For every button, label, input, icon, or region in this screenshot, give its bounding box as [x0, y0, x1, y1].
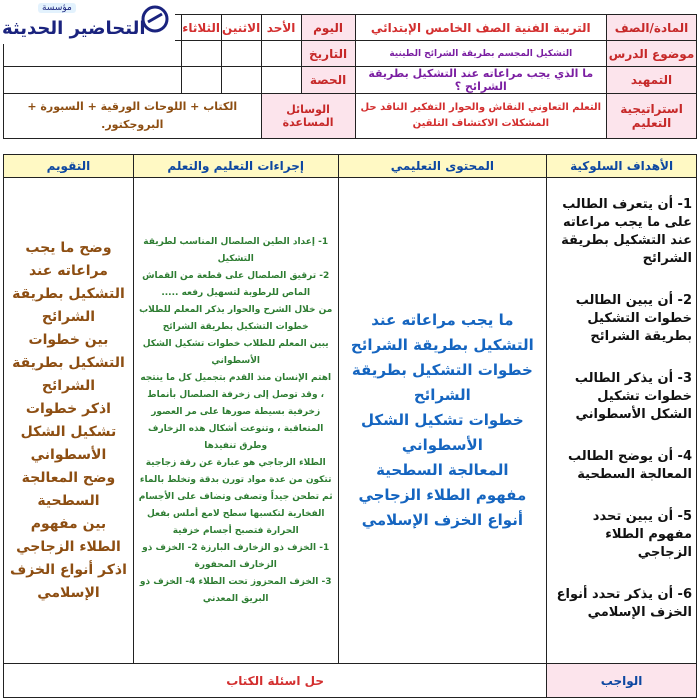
- period-label: الحصة: [301, 67, 355, 94]
- strategy-value: التعلم التعاوني النقاش والحوار التفكير الناقد حل المشكلات الاكتشاف التلقين: [355, 94, 607, 139]
- procedure-item: يبين المعلم للطلاب خطوات تشكيل الشكل الأسطواني: [142, 338, 329, 366]
- content-item: خطوات التشكيل بطريقة الشرائح: [351, 361, 533, 404]
- strategy-label: استراتيجية التعليم: [607, 94, 697, 139]
- procedure-item: 3- الخزف المحزوز تحت الطلاء 4- الخزف ذو البريق المعدني: [139, 576, 332, 604]
- period-cell-1: [261, 67, 301, 94]
- date-cell-3: [181, 41, 221, 67]
- content-item: ما يجب مراعاته عند التشكيل بطريقة الشرائح: [350, 311, 534, 354]
- objectives-header: الأهداف السلوكية: [547, 155, 697, 178]
- content-cell: [338, 178, 547, 664]
- procedure-item: 1- الخزف ذو الزخارف البارزة 2- الخزف ذو الزخارف المحفورة: [142, 542, 330, 570]
- day-2: الاثنين: [221, 15, 261, 41]
- evaluation-cell: [4, 178, 134, 664]
- objective-item: 5- أن يبين تحدد مفهوم الطلاء الزجاجي: [592, 508, 692, 560]
- site-logo: [0, 0, 175, 44]
- date-cell-2: [221, 41, 261, 67]
- logo-subtitle: مؤسسة: [38, 3, 76, 13]
- aids-label: الوسائل المساعدة: [261, 94, 355, 139]
- evaluation-item: وضح ما يجب مراعاته عند التشكيل بطريقة الشرائح: [12, 239, 125, 325]
- evaluation-item: اذكر خطوات تشكيل الشكل الأسطواني: [20, 400, 117, 463]
- procedures-header: إجراءات التعليم والتعلم: [133, 155, 338, 178]
- intro-label: التمهيد: [607, 67, 697, 94]
- subject-label: المادة/الصف: [607, 15, 697, 41]
- procedure-item: 1- إعداد الطين الصلصال المناسب لطريقة التشكيل: [143, 236, 329, 264]
- objective-item: 3- أن يذكر الطالب خطوات تشكيل الشكل الأسطواني: [574, 370, 692, 422]
- date-cell-4: [4, 41, 182, 67]
- day-1: الأحد: [261, 15, 301, 41]
- procedure-item: من خلال الشرح والحوار يذكر المعلم للطلاب خطوات التشكيل بطريقة الشرائح: [139, 304, 333, 332]
- evaluation-item: بين مفهوم الطلاء الزجاجي: [16, 515, 121, 555]
- procedure-item: 2- ترقيق الصلصال على قطعة من القماش الماص للرطوبة لتسهيل رفعه .....: [142, 270, 330, 298]
- lesson-value: التشكيل المجسم بطريقة الشرائح الطينية: [355, 41, 607, 67]
- content-item: مفهوم الطلاء الزجاجي: [358, 486, 527, 504]
- content-header: المحتوى التعليمي: [338, 155, 547, 178]
- content-item: خطوات تشكيل الشكل الأسطواني: [360, 411, 524, 454]
- lesson-body-table: [3, 154, 697, 698]
- lesson-label: موضوع الدرس: [607, 41, 697, 67]
- date-cell-1: [261, 41, 301, 67]
- evaluation-item: وضح المعالجة السطحية: [21, 469, 116, 509]
- subject-value: التربية الفنية الصف الخامس الإبتدائي: [355, 15, 607, 41]
- period-cell-2: [221, 67, 261, 94]
- day-label: اليوم: [301, 15, 355, 41]
- content-item: أنواع الخزف الإسلامي: [361, 511, 523, 529]
- objective-item: 2- أن يبين الطالب خطوات التشكيل بطريقة الشرائح: [575, 292, 692, 344]
- content-item: المعالجة السطحية: [376, 461, 509, 479]
- homework-label: الواجب: [547, 664, 697, 698]
- period-cell-3: [181, 67, 221, 94]
- logo-text: التحاضير الحديثة: [2, 18, 146, 39]
- objective-item: 1- أن يتعرف الطالب على ما يجب مراعاته عند التشكيل بطريقة الشرائح: [561, 196, 692, 266]
- homework-value: حل اسئلة الكتاب: [4, 664, 547, 698]
- date-label: التاريخ: [301, 41, 355, 67]
- evaluation-header: التقويم: [4, 155, 134, 178]
- evaluation-item: بين خطوات التشكيل بطريقة الشرائح: [12, 331, 125, 394]
- period-cell-4: [4, 67, 182, 94]
- objective-item: 6- أن يذكر تحدد أنواع الخزف الإسلامي: [556, 586, 692, 620]
- day-3: الثلاثاء: [181, 15, 221, 41]
- procedure-item: اهتم الإنسان منذ القدم بتجميل كل ما ينتجه ، وقد توصل إلى زخرفة الصلصال بأنماط زخرفية بسيطة صورها على مر العصور المتعاقبة ، وتنوعت أشكال هذه الزخارف وطرق تنفيذها: [140, 372, 332, 451]
- logo-mark-icon: [140, 4, 170, 34]
- intro-value: ما الذي يجب مراعاته عند التشكيل بطريقة الشرائح ؟: [355, 67, 607, 94]
- objectives-cell: [547, 178, 697, 664]
- procedure-item: الطلاء الزجاجي هو عبارة عن رقة زجاجية تتكون من عدة مواد تورن بدقة وتخلط بالماء ثم تطحن جيداً وتصفى وتضاف على الأجسام الفخارية لتكسبها سطح لامع أملس بفعل الحرارة فتصبح أجسام خزفية: [138, 457, 333, 536]
- aids-value: الكتاب + اللوحات الورقية + السبورة + البروجكتور.: [4, 94, 262, 139]
- objective-item: 4- أن يوضح الطالب المعالجة السطحية: [567, 448, 692, 482]
- evaluation-item: اذكر أنواع الخزف الإسلامي: [9, 561, 127, 601]
- procedures-cell: [133, 178, 338, 664]
